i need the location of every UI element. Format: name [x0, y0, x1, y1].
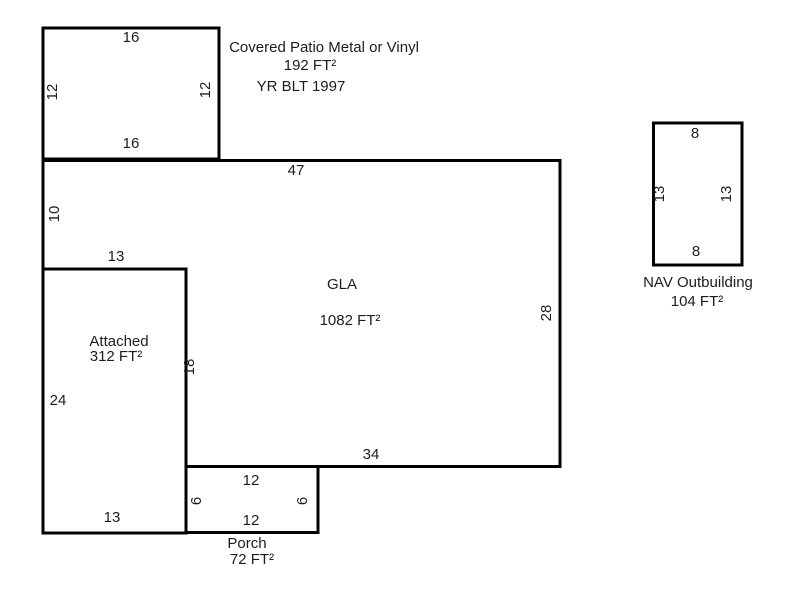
patio-yearbuilt-label: YR BLT 1997 [256, 77, 346, 95]
dim-outbuilding-bottom: 8 [691, 242, 701, 260]
dim-gla-notch: 13 [107, 247, 125, 265]
patio-name-label: Covered Patio Metal or Vinyl [229, 38, 419, 56]
outbuilding-area-label: 104 FT² [670, 292, 724, 310]
dim-outbuilding-top: 8 [690, 124, 700, 142]
dim-porch-bottom: 12 [242, 511, 260, 529]
dim-patio-right: 12 [196, 81, 214, 99]
dim-gla-left-upper: 10 [45, 205, 63, 223]
attached-name-label: Attached [89, 332, 149, 350]
dim-porch-right: 6 [293, 496, 311, 506]
gla-area-label: 1082 FT² [319, 311, 381, 329]
gla-name-label: GLA [326, 275, 358, 293]
porch-area-label: 72 FT² [229, 550, 275, 568]
dim-patio-left: 12 [43, 83, 61, 101]
outbuilding-name-label: NAV Outbuilding [643, 273, 753, 291]
attached-area-label: 312 FT² [89, 347, 143, 365]
porch-name-label: Porch [227, 534, 267, 552]
dim-gla-top: 47 [287, 161, 305, 179]
dim-gla-right: 28 [537, 304, 555, 322]
dim-gla-inner: 18 [180, 358, 198, 376]
dim-porch-left: 6 [187, 496, 205, 506]
dim-attached-left: 24 [49, 391, 67, 409]
dim-outbuilding-right: 13 [717, 185, 735, 203]
dim-outbuilding-left: 13 [650, 185, 668, 203]
dim-attached-bottom: 13 [103, 508, 121, 526]
dim-patio-bottom: 16 [122, 134, 140, 152]
dim-porch-top: 12 [242, 471, 260, 489]
patio-area-label: 192 FT² [283, 56, 337, 74]
gla-outline [43, 161, 560, 467]
dim-patio-top: 16 [122, 28, 140, 46]
dim-gla-bottom: 34 [362, 445, 380, 463]
